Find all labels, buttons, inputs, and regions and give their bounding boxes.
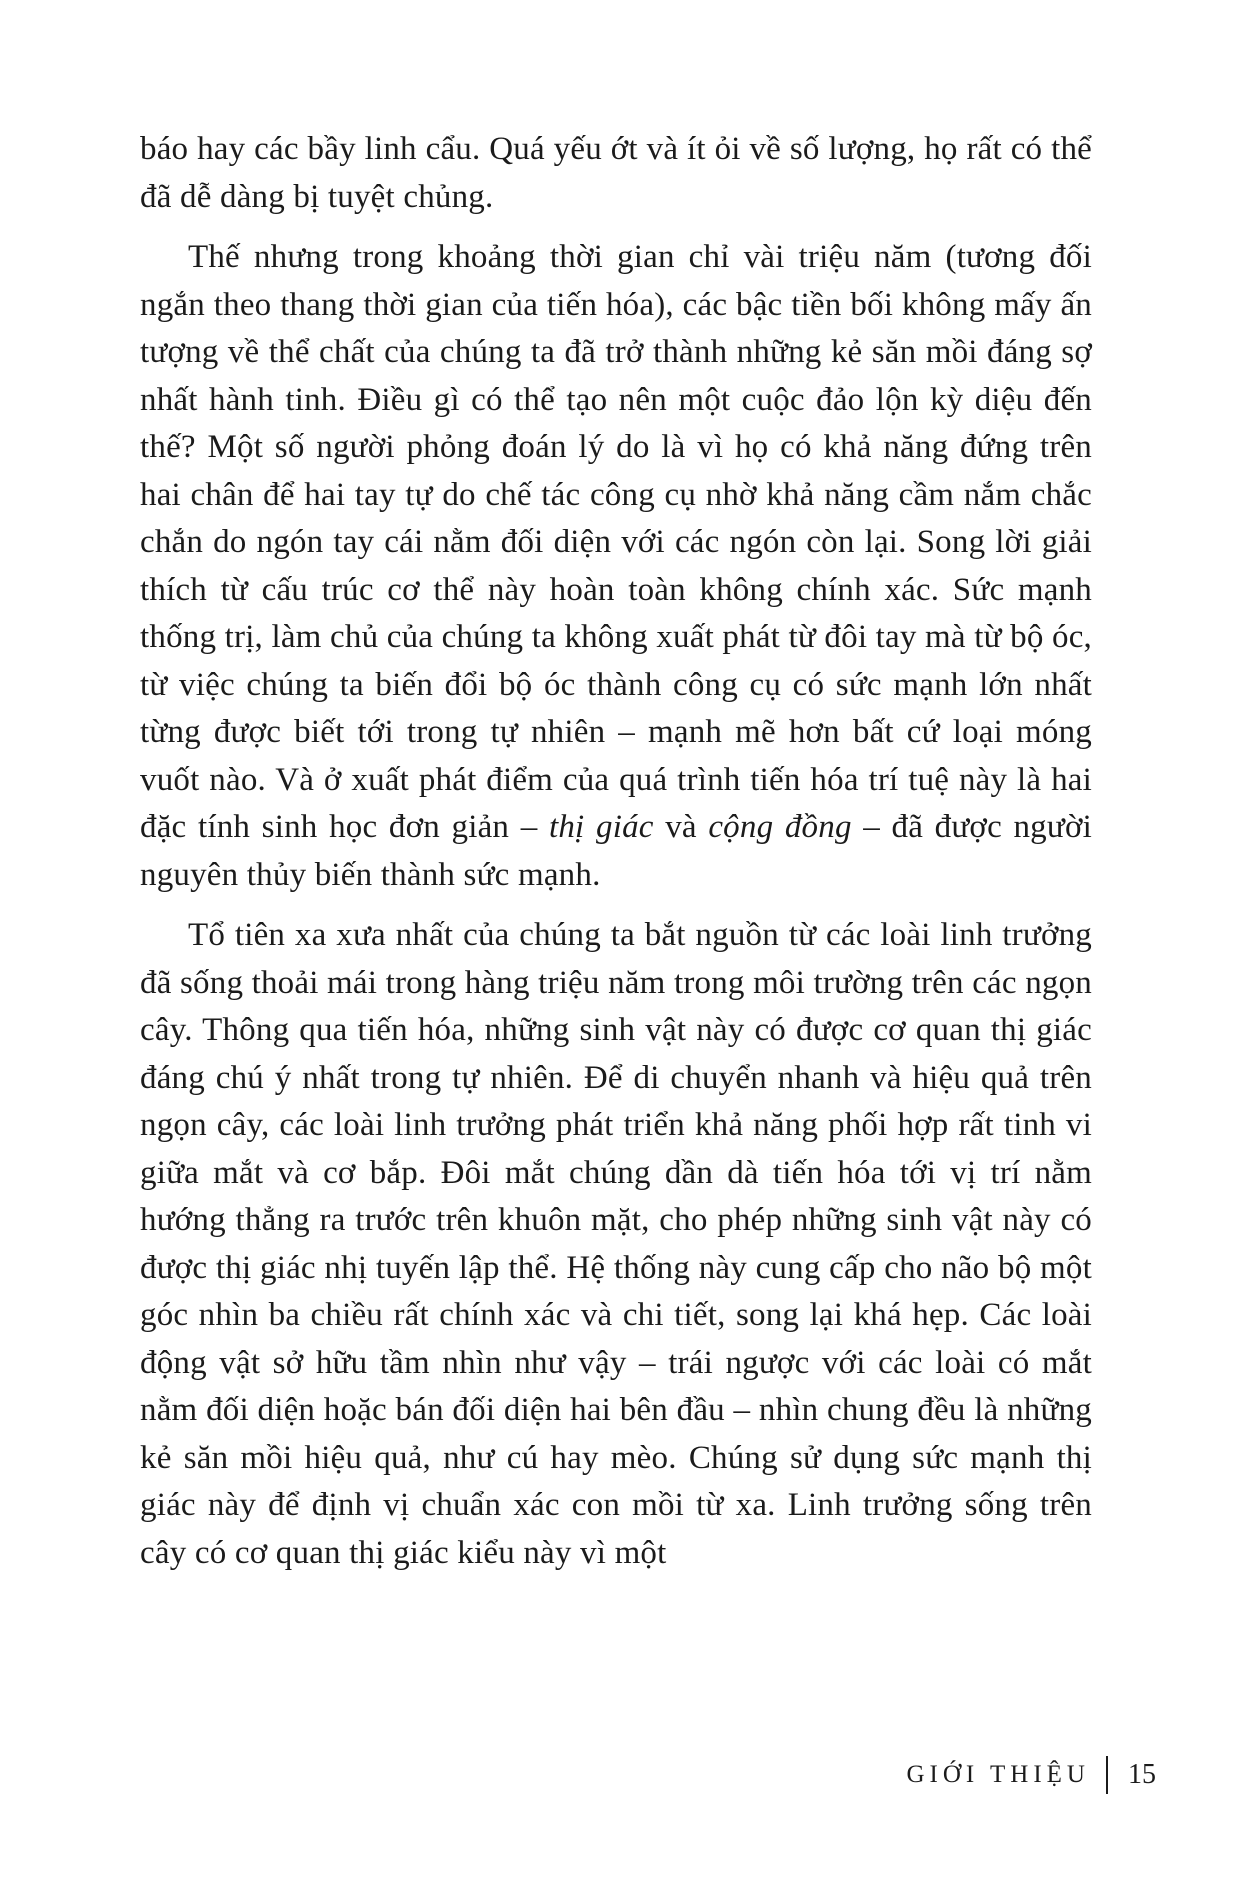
body-text-block: [140, 126, 1092, 1590]
page-number: 15: [1128, 1759, 1156, 1790]
paragraph: [140, 234, 1092, 899]
italic-text-run: thị giác: [548, 809, 654, 845]
text-run: và: [653, 809, 709, 845]
text-run: – đã được người nguyên thủy biến thành sức mạnh.: [140, 809, 1092, 893]
paragraph: [140, 912, 1092, 1577]
italic-text-run: cộng đồng: [708, 809, 852, 845]
running-header-section: GIỚI THIỆU: [906, 1761, 1090, 1788]
page-footer: [906, 1756, 1156, 1794]
paragraph: [140, 126, 1092, 221]
text-run: báo hay các bầy linh cẩu. Quá yếu ớt và ít ỏi về số lượng, họ rất có thể đã dễ dàng bị tuyệt chủng.: [140, 131, 1092, 215]
footer-divider: [1106, 1756, 1108, 1794]
text-run: Thế nhưng trong khoảng thời gian chỉ vài triệu năm (tương đối ngắn theo thang thời gian của tiến hóa), các bậc tiền bối không mấy ấn tượng về thể chất của chúng ta đã trở thành những kẻ săn mồi đáng sợ nhất hành tinh. Điều gì có thể tạo nên một cuộc đảo lộn kỳ diệu đến thế? Một số người phỏng đoán lý do là vì họ có khả năng đứng trên hai chân để hai tay tự do chế tác công cụ nhờ khả năng cầm nắm chắc chắn do ngón tay cái nằm đối diện với các ngón còn lại. Song lời giải thích từ cấu trúc cơ thể này hoàn toàn không chính xác. Sức mạnh thống trị, làm chủ của chúng ta không xuất phát từ đôi tay mà từ bộ óc, từ việc chúng ta biến đổi bộ óc thành công cụ có sức mạnh lớn nhất từng được biết tới trong tự nhiên – mạnh mẽ hơn bất cứ loại móng vuốt nào. Và ở xuất phát điểm của quá trình tiến hóa trí tuệ này là hai đặc tính sinh học đơn giản –: [140, 239, 1092, 845]
text-run: Tổ tiên xa xưa nhất của chúng ta bắt nguồn từ các loài linh trưởng đã sống thoải mái trong hàng triệu năm trong môi trường trên các ngọn cây. Thông qua tiến hóa, những sinh vật này có được cơ quan thị giác đáng chú ý nhất trong tự nhiên. Để di chuyển nhanh và hiệu quả trên ngọn cây, các loài linh trưởng phát triển khả năng phối hợp rất tinh vi giữa mắt và cơ bắp. Đôi mắt chúng dần dà tiến hóa tới vị trí nằm hướng thẳng ra trước trên khuôn mặt, cho phép những sinh vật này có được thị giác nhị tuyến lập thể. Hệ thống này cung cấp cho não bộ một góc nhìn ba chiều rất chính xác và chi tiết, song lại khá hẹp. Các loài động vật sở hữu tầm nhìn như vậy – trái ngược với các loài có mắt nằm đối diện hoặc bán đối diện hai bên đầu – nhìn chung đều là những kẻ săn mồi hiệu quả, như cú hay mèo. Chúng sử dụng sức mạnh thị giác này để định vị chuẩn xác con mồi từ xa. Linh trưởng sống trên cây có cơ quan thị giác kiểu này vì một: [140, 917, 1092, 1571]
